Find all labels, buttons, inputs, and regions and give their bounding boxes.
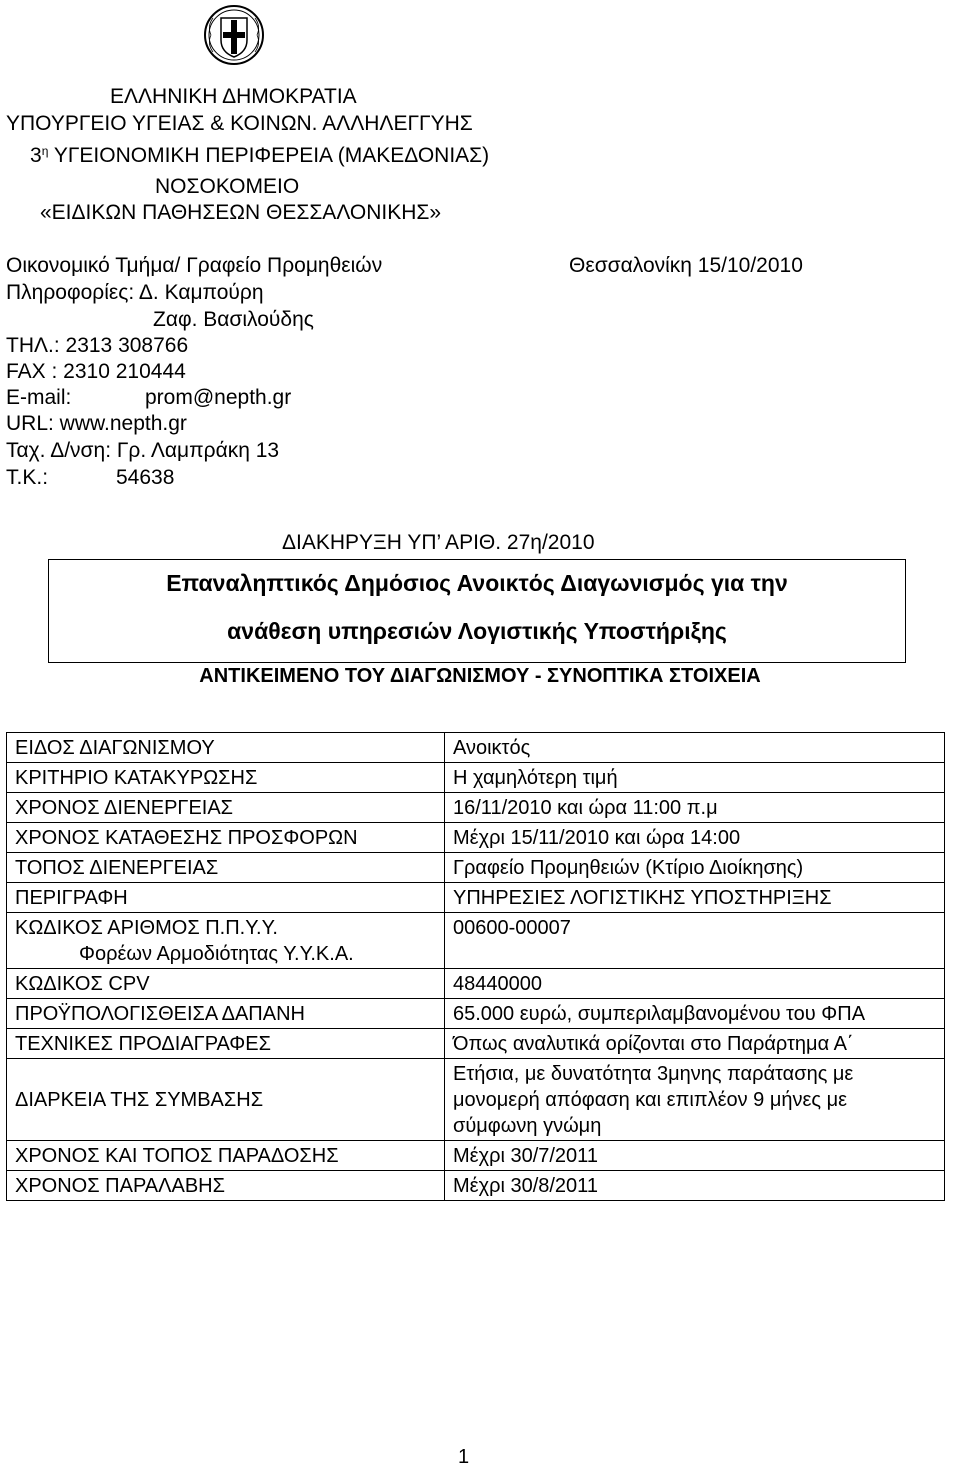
row-value-text: 65.000 ευρώ, συμπεριλαμβανομένου του ΦΠΑ <box>453 1003 866 1025</box>
tender-summary-table <box>6 732 945 1201</box>
row-label-text: ΔΙΑΡΚΕΙΑ ΤΗΣ ΣΥΜΒΑΣΗΣ <box>15 1089 264 1111</box>
fax-line: FAX : 2310 210444 <box>6 360 186 383</box>
page-number: 1 <box>458 1446 470 1468</box>
header-ministry: ΥΠΟΥΡΓΕΙΟ ΥΓΕΙΑΣ & ΚΟΙΝΩΝ. ΑΛΛΗΛΕΓΓΥΗΣ <box>6 112 473 135</box>
row-label <box>7 793 445 823</box>
row-label <box>7 883 445 913</box>
postal-label: Τ.Κ.: <box>6 466 49 489</box>
table-row <box>7 883 945 913</box>
row-label <box>7 733 445 763</box>
row-label-text: ΚΩΔΙΚΟΣ CPV <box>15 973 150 995</box>
url-line: URL: www.nepth.gr <box>6 412 187 435</box>
row-value-text: Γραφείο Προμηθειών (Κτίριο Διοίκησης) <box>453 857 804 879</box>
row-value-line: μονομερή απόφαση και επιπλέον 9 μήνες με <box>453 1089 848 1111</box>
table-row <box>7 853 945 883</box>
row-value <box>445 853 945 883</box>
row-label-text: ΧΡΟΝΟΣ ΚΑΙ ΤΟΠΟΣ ΠΑΡΑΔΟΣΗΣ <box>15 1145 339 1167</box>
table-row <box>7 1141 945 1171</box>
declaration-title: ΔΙΑΚΗΡΥΞΗ ΥΠ’ ΑΡΙΘ. 27η/2010 <box>282 531 595 554</box>
header-republic: ΕΛΛΗΝΙΚΗ ΔΗΜΟΚΡΑΤΙΑ <box>110 85 357 108</box>
row-label <box>7 1171 445 1201</box>
row-value <box>445 1029 945 1059</box>
row-value <box>445 1171 945 1201</box>
postal-value: 54638 <box>116 466 175 489</box>
table-row <box>7 733 945 763</box>
row-value <box>445 793 945 823</box>
row-value-text: Η χαμηλότερη τιμή <box>453 767 618 789</box>
row-label-text: ΠΕΡΙΓΡΑΦΗ <box>15 887 128 909</box>
header-hospital: ΝΟΣΟΚΟΜΕΙΟ <box>155 175 300 198</box>
table-row <box>7 999 945 1029</box>
row-label <box>7 969 445 999</box>
row-label-text: ΕΙΔΟΣ ΔΙΑΓΩΝΙΣΜΟΥ <box>15 737 215 759</box>
row-value-text: Μέχρι 15/11/2010 και ώρα 14:00 <box>453 827 741 849</box>
address-line: Ταχ. Δ/νση: Γρ. Λαμπράκη 13 <box>6 439 280 462</box>
table-row <box>7 793 945 823</box>
row-label <box>7 1141 445 1171</box>
row-value <box>445 969 945 999</box>
phone-line: ΤΗΛ.: 2313 308766 <box>6 334 189 357</box>
row-label-subtext: Φορέων Αρμοδιότητας Υ.Υ.Κ.Α. <box>79 943 354 965</box>
header-health-region: $3^\eta$ ΥΓΕΙΟΝΟΜΙΚΗ ΠΕΡΙΦΕΡΕΙΑ (ΜΑΚΕΔΟΝΙΑΣ) <box>30 144 490 167</box>
row-label-text: ΧΡΟΝΟΣ ΠΑΡΑΛΑΒΗΣ <box>15 1175 225 1197</box>
row-value-line: σύμφωνη γνώμη <box>453 1115 602 1137</box>
tender-title-line2: ανάθεση υπηρεσιών Λογιστικής Υποστήριξης <box>227 618 727 644</box>
table-row <box>7 763 945 793</box>
department-line: Οικονομικό Τμήμα/ Γραφείο Προμηθειών <box>6 254 383 277</box>
table-row <box>7 1171 945 1201</box>
table-row <box>7 1029 945 1059</box>
row-label-text: ΚΩΔΙΚΟΣ ΑΡΙΘΜΟΣ Π.Π.Υ.Υ. <box>15 917 278 939</box>
row-value-text: 00600-00007 <box>453 917 571 939</box>
row-value-text: Ανοικτός <box>453 737 531 759</box>
table-row <box>7 823 945 853</box>
row-value <box>445 763 945 793</box>
table-row <box>7 969 945 999</box>
summary-heading: ΑΝΤΙΚΕΙΜΕΝΟ ΤΟΥ ΔΙΑΓΩΝΙΣΜΟΥ - ΣΥΝΟΠΤΙΚΑ ΣΤΟΙΧΕΙΑ <box>199 665 761 687</box>
email-value: prom@nepth.gr <box>145 386 292 409</box>
row-value-line: Ετήσια, με δυνατότητα 3μηνης παράτασης με <box>453 1063 854 1085</box>
row-value <box>445 1141 945 1171</box>
row-value-text: 16/11/2010 και ώρα 11:00 π.μ <box>453 797 718 819</box>
row-value-text: ΥΠΗΡΕΣΙΕΣ ΛΟΓΙΣΤΙΚΗΣ ΥΠΟΣΤΗΡΙΞΗΣ <box>453 887 832 909</box>
row-label-text: ΚΡΙΤΗΡΙΟ ΚΑΤΑΚΥΡΩΣΗΣ <box>15 767 258 789</box>
row-value-text: Μέχρι 30/7/2011 <box>453 1145 598 1167</box>
row-label-text: ΤΟΠΟΣ ΔΙΕΝΕΡΓΕΙΑΣ <box>15 857 219 879</box>
tender-title-line1: Επαναληπτικός Δημόσιος Ανοικτός Διαγωνισμός για την <box>166 570 788 596</box>
row-label <box>7 913 445 969</box>
document-date: Θεσσαλονίκη 15/10/2010 <box>569 254 803 277</box>
row-value-text: Μέχρι 30/8/2011 <box>453 1175 598 1197</box>
row-label-text: ΧΡΟΝΟΣ ΔΙΕΝΕΡΓΕΙΑΣ <box>15 797 234 819</box>
info-contact-second: Ζαφ. Βασιλούδης <box>153 308 314 331</box>
row-label <box>7 853 445 883</box>
row-label-text: ΧΡΟΝΟΣ ΚΑΤΑΘΕΣΗΣ ΠΡΟΣΦΟΡΩΝ <box>15 827 358 849</box>
row-label <box>7 1029 445 1059</box>
row-label <box>7 1059 445 1141</box>
row-value <box>445 999 945 1029</box>
row-label-text: ΤΕΧΝΙΚΕΣ ΠΡΟΔΙΑΓΡΑΦΕΣ <box>15 1033 271 1055</box>
info-contact: Πληροφορίες: Δ. Καμπούρη <box>6 281 264 304</box>
row-label <box>7 823 445 853</box>
table-row <box>7 1059 945 1141</box>
row-label <box>7 999 445 1029</box>
greek-coat-of-arms-emblem <box>203 4 265 66</box>
row-value-text: Όπως αναλυτικά ορίζονται στο Παράρτημα Α΄ <box>453 1033 854 1055</box>
row-label-text: ΠΡΟΫΠΟΛΟΓΙΣΘΕΙΣΑ ΔΑΠΑΝΗ <box>15 1003 305 1025</box>
row-value <box>445 733 945 763</box>
row-label <box>7 763 445 793</box>
table-row <box>7 913 945 969</box>
row-value <box>445 823 945 853</box>
row-value <box>445 1059 945 1141</box>
email-label: E-mail: <box>6 386 72 409</box>
row-value-text: 48440000 <box>453 973 542 995</box>
row-value <box>445 913 945 969</box>
header-hospital-name: «ΕΙΔΙΚΩΝ ΠΑΘΗΣΕΩΝ ΘΕΣΣΑΛΟΝΙΚΗΣ» <box>40 201 442 224</box>
row-value <box>445 883 945 913</box>
tender-title-box <box>48 559 906 663</box>
